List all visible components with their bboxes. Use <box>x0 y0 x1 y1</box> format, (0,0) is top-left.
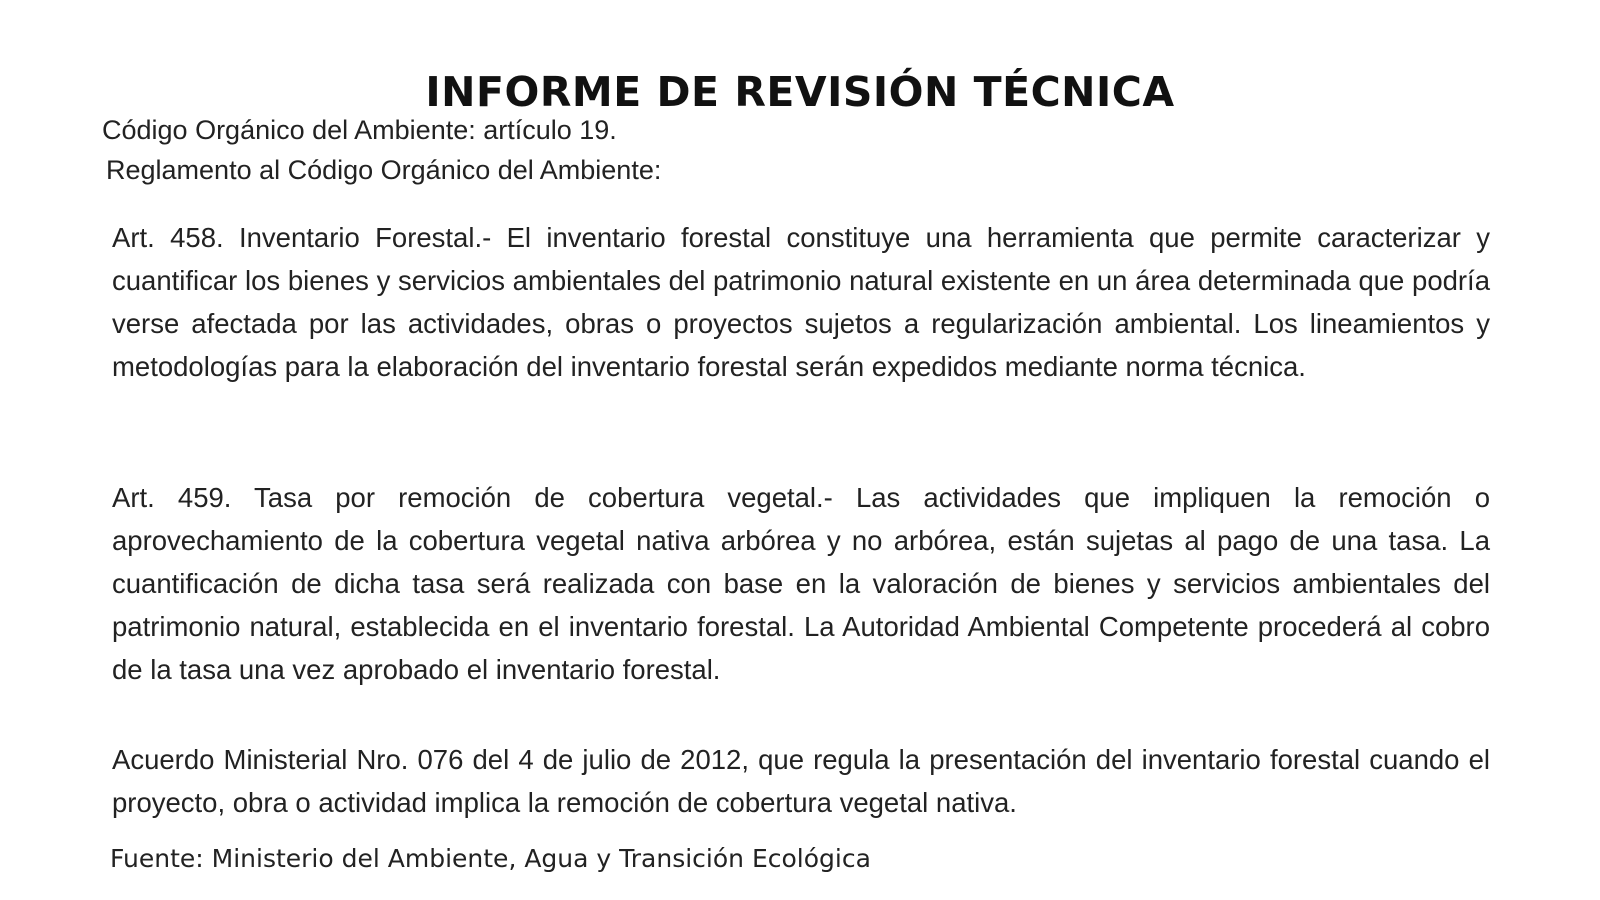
acuerdo-ministerial-paragraph: Acuerdo Ministerial Nro. 076 del 4 de julio de 2012, que regula la presentación del inventario forestal cuando el proyecto, obra o actividad implica la remoción de cobertura vegetal nativa. <box>112 744 1490 818</box>
reference-codigo-organico: Código Orgánico del Ambiente: artículo 19. <box>102 115 617 145</box>
reference-reglamento: Reglamento al Código Orgánico del Ambiente: <box>106 155 662 185</box>
page-title: INFORME DE REVISIÓN TÉCNICA <box>425 68 1175 117</box>
source-caption: Fuente: Ministerio del Ambiente, Agua y Transición Ecológica <box>110 844 871 873</box>
article-459-paragraph: Art. 459. Tasa por remoción de cobertura vegetal.- Las actividades que impliquen la remoción o aprovechamiento de la cobertura vegetal nativa arbórea y no arbórea, están sujetas al pago de una tasa. La cuantificación de dicha tasa será realizada con base en la valoración de bienes y servicios ambientales del patrimonio natural, establecida en el inventario forestal. La Autoridad Ambiental Competente procederá al cobro de la tasa una vez aprobado el inventario forestal. <box>112 482 1490 685</box>
article-458-paragraph: Art. 458. Inventario Forestal.- El inventario forestal constituye una herramienta que permite caracterizar y cuantificar los bienes y servicios ambientales del patrimonio natural existente en un área determinada que podría verse afectada por las actividades, obras o proyectos sujetos a regularización ambiental. Los lineamientos y metodologías para la elaboración del inventario forestal serán expedidos mediante norma técnica. <box>112 222 1490 382</box>
